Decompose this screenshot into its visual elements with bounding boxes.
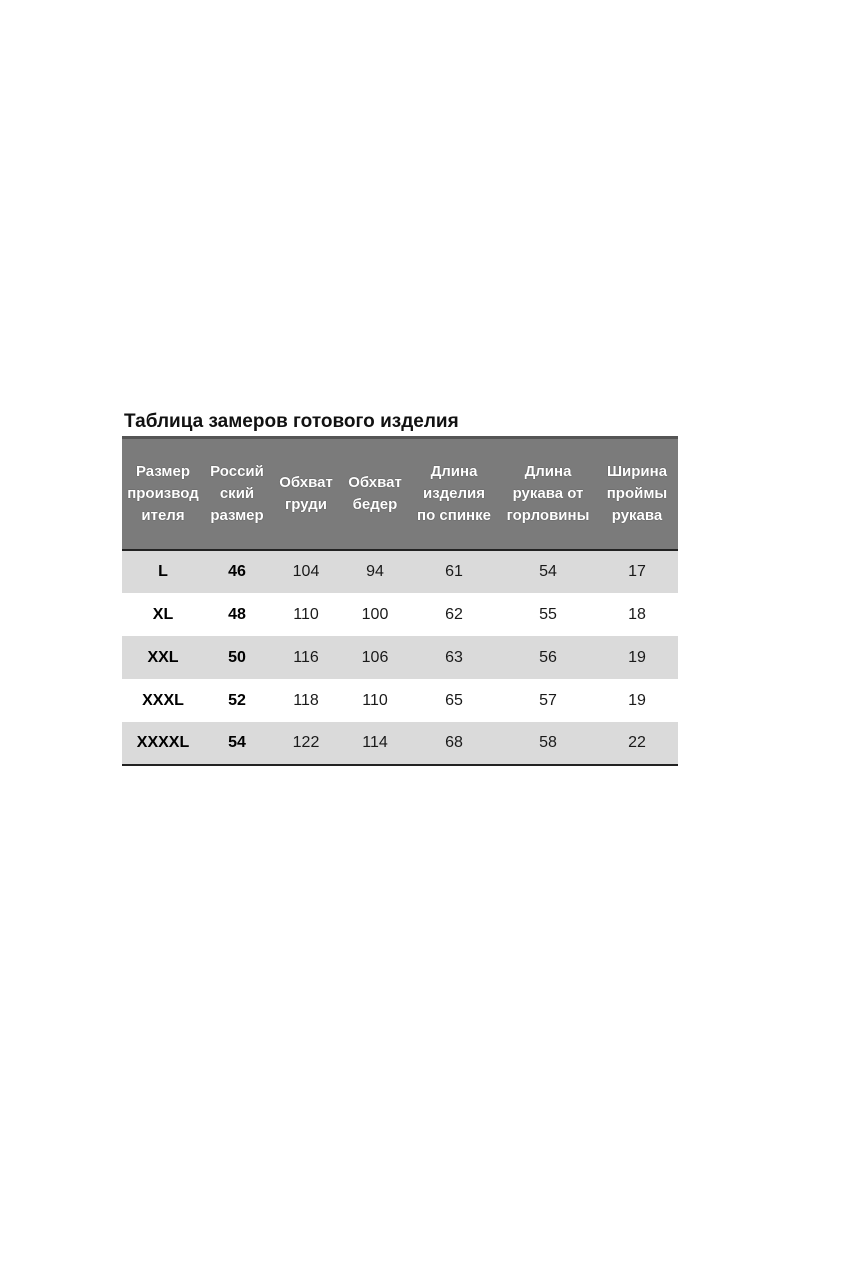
- cell-russian-size: 48: [228, 605, 246, 623]
- cell-hip-girth: 114: [362, 734, 388, 751]
- cell-sleeve-length: 58: [539, 734, 557, 751]
- header-sleeve-length: Длина рукава от горловины: [506, 463, 590, 524]
- cell-russian-size: 46: [228, 563, 246, 580]
- table-row: [122, 593, 678, 636]
- cell-manufacturer-size: L: [158, 563, 168, 580]
- cell-armhole-width: 18: [628, 605, 646, 623]
- cell-chest-girth: 104: [292, 563, 320, 580]
- header-hip-girth: Обхват бедер: [348, 474, 402, 513]
- cell-chest-girth: 118: [293, 691, 319, 709]
- cell-russian-size: 52: [228, 691, 246, 709]
- cell-back-length: 62: [445, 605, 463, 623]
- header-chest-girth: Обхват груди: [279, 474, 333, 513]
- cell-armhole-width: 19: [628, 648, 646, 666]
- header-row: [122, 438, 678, 551]
- cell-hip-girth: 106: [361, 648, 389, 666]
- cell-sleeve-length: 57: [539, 691, 557, 709]
- header-back-length: Длина изделия по спинке: [417, 463, 491, 524]
- cell-russian-size: 54: [228, 734, 246, 751]
- cell-armhole-width: 19: [628, 691, 646, 709]
- cell-back-length: 61: [445, 563, 463, 580]
- cell-chest-girth: 116: [293, 648, 319, 666]
- cell-manufacturer-size: XXXL: [142, 691, 184, 709]
- measurements-table: [122, 436, 678, 766]
- cell-armhole-width: 17: [628, 563, 646, 580]
- table-row: [122, 722, 678, 765]
- cell-hip-girth: 94: [366, 563, 384, 580]
- cell-chest-girth: 122: [292, 734, 320, 751]
- cell-russian-size: 50: [228, 648, 246, 666]
- cell-manufacturer-size: XXL: [147, 648, 179, 666]
- cell-back-length: 65: [445, 691, 463, 709]
- table-row: [122, 550, 678, 593]
- header-armhole-width: Ширина проймы рукава: [606, 463, 668, 524]
- table-title: Таблица замеров готового изделия: [124, 411, 459, 432]
- header-russian-size: Россий ский размер: [210, 463, 264, 524]
- table-row: [122, 679, 678, 722]
- cell-hip-girth: 100: [361, 605, 389, 623]
- cell-sleeve-length: 56: [539, 648, 557, 666]
- cell-sleeve-length: 54: [539, 563, 557, 580]
- cell-sleeve-length: 55: [539, 605, 557, 623]
- cell-manufacturer-size: XL: [152, 605, 174, 623]
- cell-hip-girth: 110: [362, 691, 388, 709]
- cell-back-length: 63: [445, 648, 463, 666]
- cell-armhole-width: 22: [628, 734, 646, 751]
- cell-manufacturer-size: XXXXL: [136, 734, 190, 751]
- table-row: [122, 636, 678, 679]
- cell-back-length: 68: [445, 734, 463, 751]
- header-manufacturer-size: Размер производ ителя: [127, 463, 199, 524]
- cell-chest-girth: 110: [293, 605, 319, 623]
